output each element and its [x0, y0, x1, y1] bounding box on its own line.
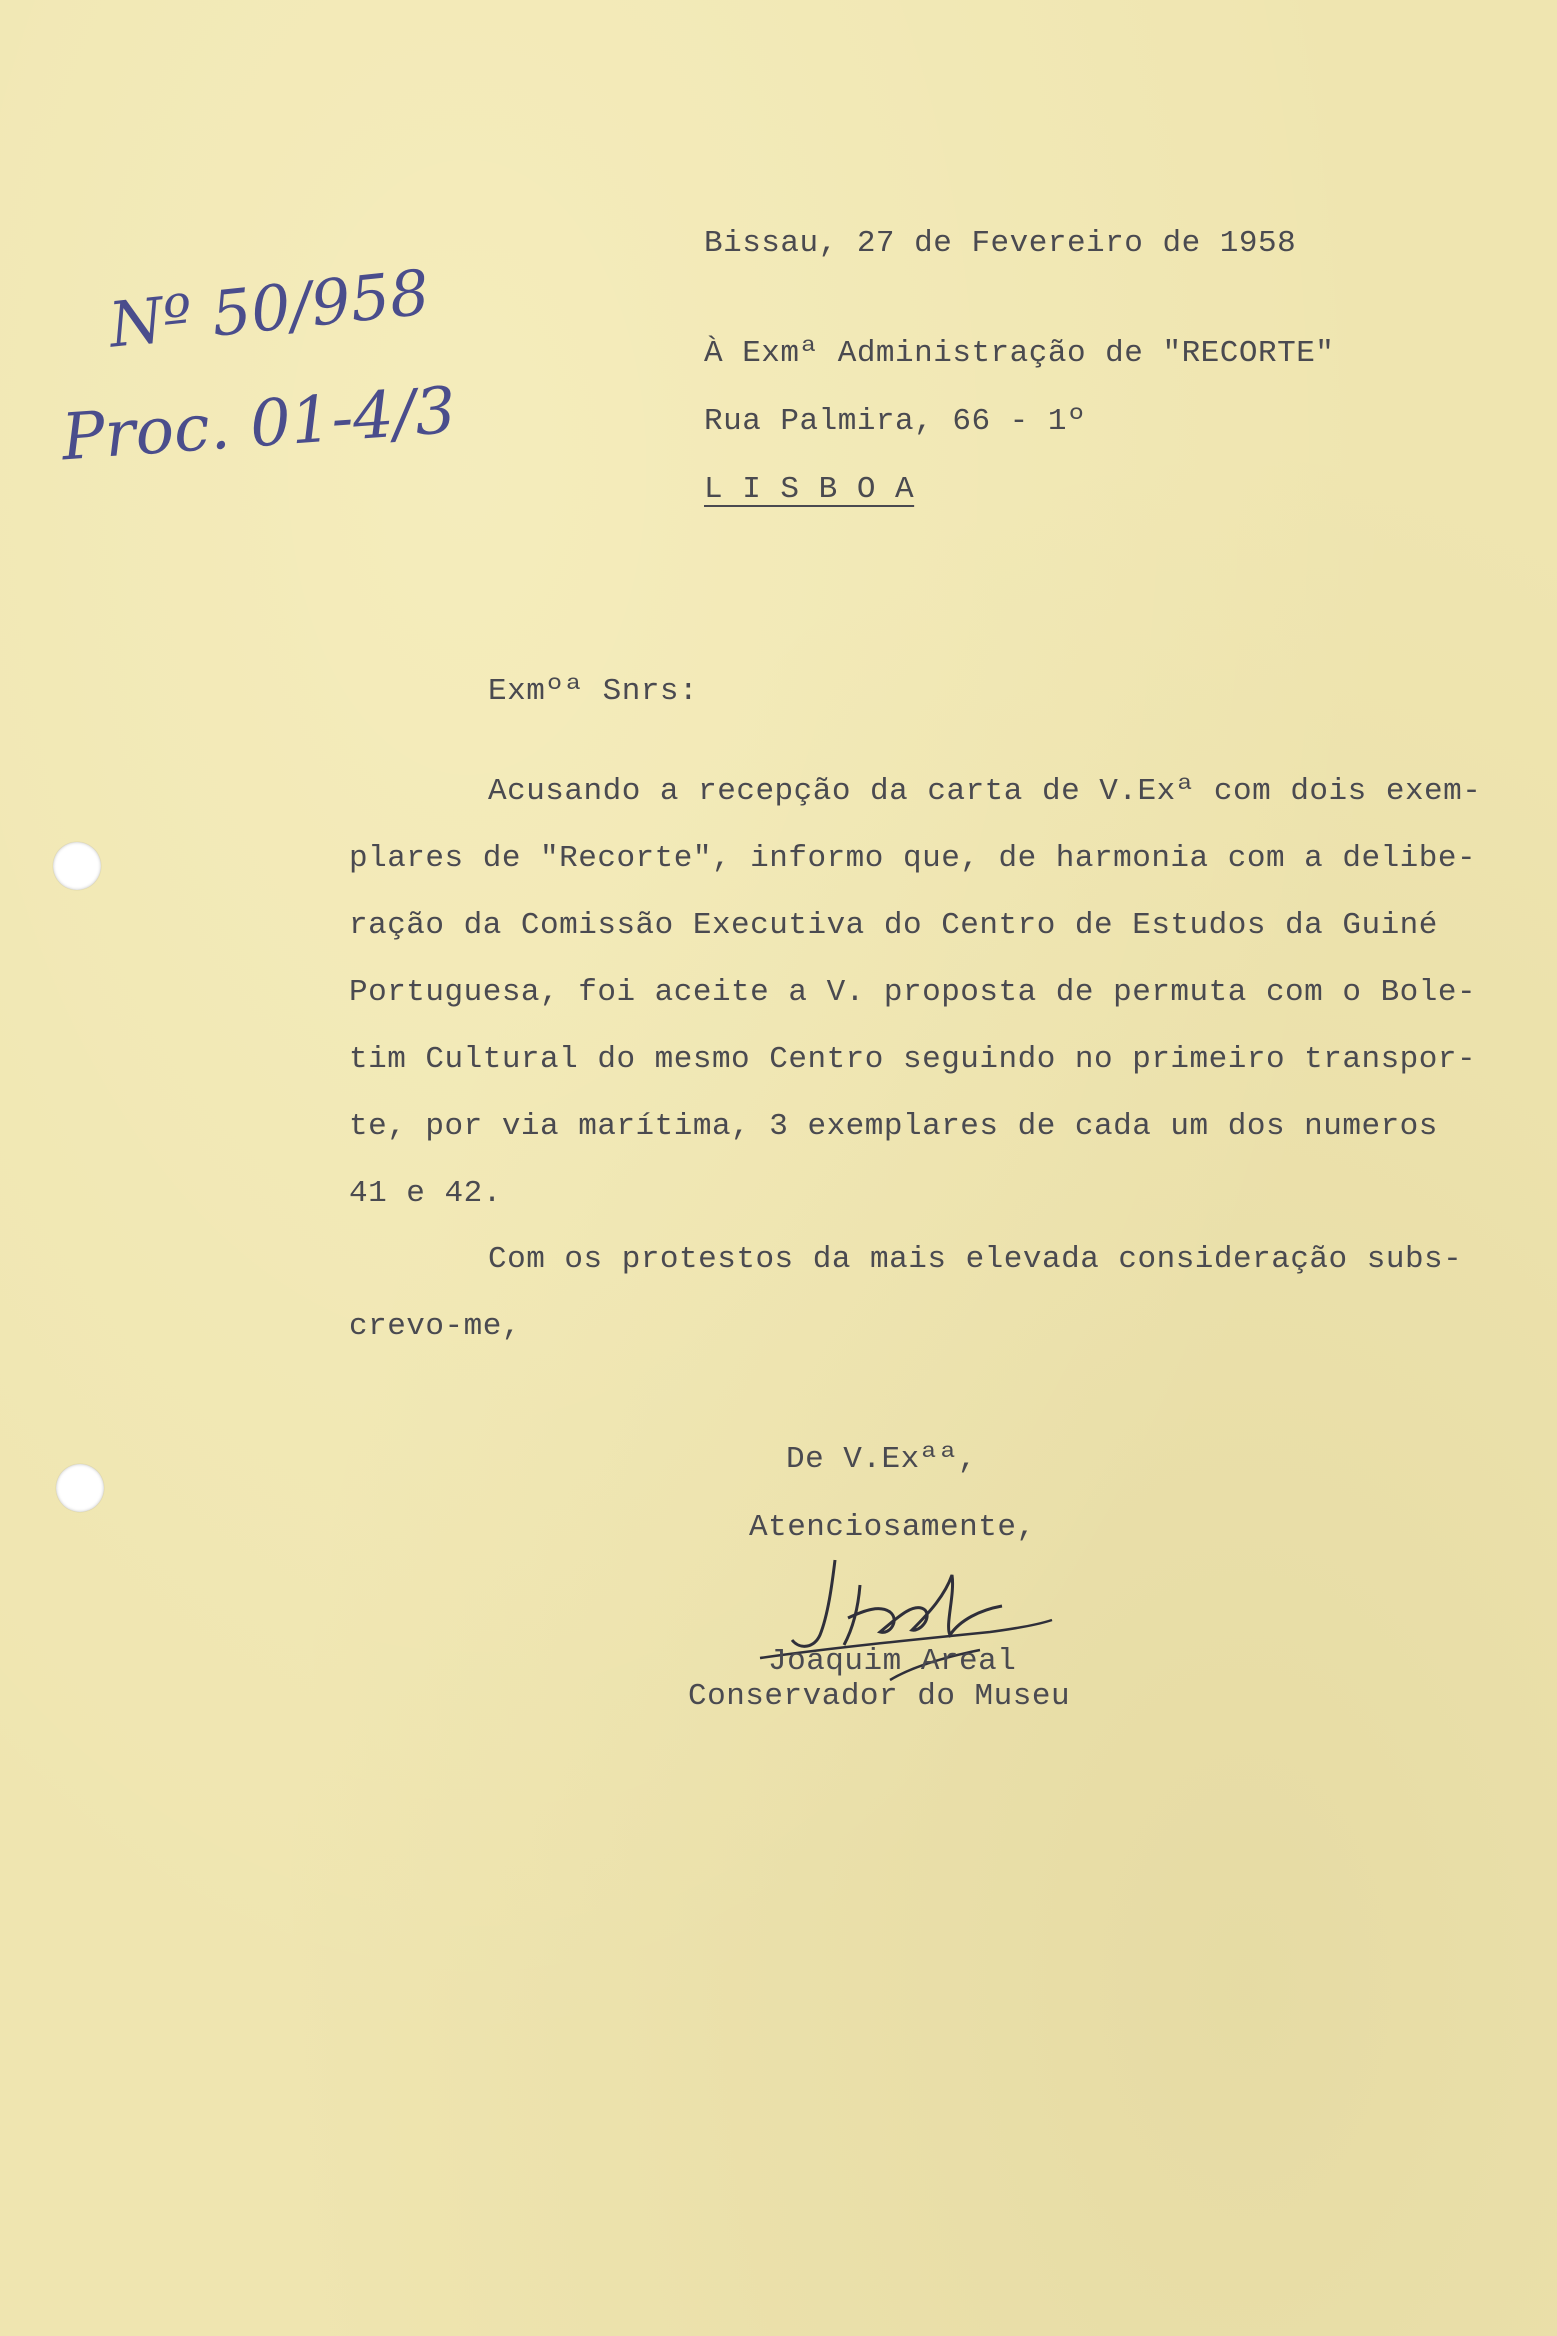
body-line: 41 e 42. — [349, 1176, 502, 1211]
punch-hole-top — [53, 842, 101, 890]
signatory-name: Joaquim Areal — [768, 1644, 1017, 1679]
recipient-line-2: Rua Palmira, 66 - 1º — [704, 404, 1087, 439]
signatory-title: Conservador do Museu — [688, 1679, 1071, 1714]
date-line: Bissau, 27 de Fevereiro de 1958 — [704, 226, 1297, 261]
closing-line-1: De V.Exªª, — [786, 1442, 978, 1477]
salutation: Exmºª Snrs: — [488, 674, 699, 709]
svg-text:Proc. 01-4/3: Proc. 01-4/3 — [59, 373, 459, 476]
body-line: Portuguesa, foi aceite a V. proposta de permuta com o Bole- — [349, 975, 1477, 1010]
recipient-city: L I S B O A — [704, 472, 915, 507]
svg-text:Nº 50/958: Nº 50/958 — [105, 255, 433, 362]
body-line: Com os protestos da mais elevada consideração subs- — [488, 1242, 1463, 1277]
recipient-line-1: À Exmª Administração de "RECORTE" — [704, 336, 1335, 371]
body-line: ração da Comissão Executiva do Centro de Estudos da Guiné — [349, 908, 1438, 943]
body-line: Acusando a recepção da carta de V.Exª com dois exem- — [488, 774, 1482, 809]
body-line: crevo-me, — [349, 1309, 521, 1344]
body-line: te, por via marítima, 3 exemplares de cada um dos numeros — [349, 1109, 1438, 1144]
closing-line-2: Atenciosamente, — [749, 1510, 1036, 1545]
handwritten-reference-number — [100, 250, 433, 362]
body-line: plares de "Recorte", informo que, de harmonia com a delibe- — [349, 841, 1477, 876]
body-line: tim Cultural do mesmo Centro seguindo no primeiro transpor- — [349, 1042, 1477, 1077]
handwritten-process-number — [55, 360, 459, 480]
punch-hole-bottom — [56, 1464, 104, 1512]
